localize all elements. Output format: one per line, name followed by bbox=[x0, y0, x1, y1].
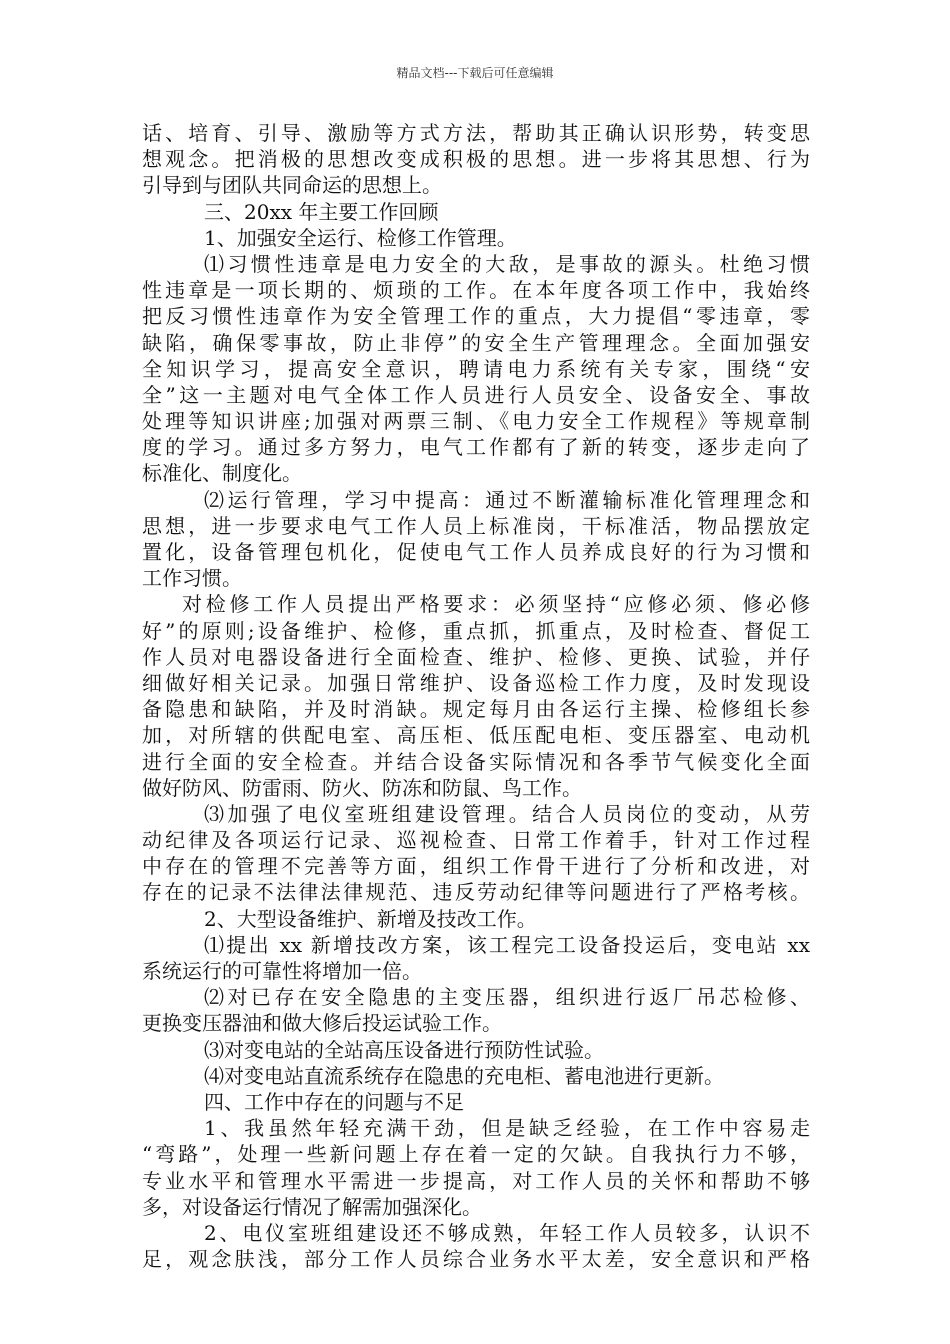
text-line: 话、培育、引导、激励等方式方法，帮助其正确认识形势，转变思 bbox=[142, 121, 810, 145]
text-line: 好”的原则;设备维护、检修，重点抓，抓重点，及时检查、督促工 bbox=[142, 618, 810, 643]
page-header: 精品文档---下载后可任意编辑 bbox=[396, 66, 554, 80]
text-line: 工作习惯。 bbox=[142, 566, 242, 591]
text-line: 更换变压器油和做大修后投运试验工作。 bbox=[142, 1011, 502, 1036]
text-line: 中存在的管理不完善等方面，组织工作骨干进行了分析和改进，对 bbox=[142, 854, 810, 879]
text-line: 对检修工作人员提出严格要求：必须坚持“应修必须、修必修 bbox=[182, 592, 810, 617]
text-line: 系统运行的可靠性将增加一倍。 bbox=[142, 959, 422, 983]
text-line: 加，对所辖的供配电室、高压柜、低压配电柜、变压器室、电动机 bbox=[142, 723, 810, 748]
text-line: 做好防风、防雷雨、防火、防冻和防鼠、鸟工作。 bbox=[142, 775, 582, 800]
text-line: ⑴习惯性违章是电力安全的大敌，是事故的源头。杜绝习惯 bbox=[204, 251, 810, 276]
text-line: ⑵对已存在安全隐患的主变压器，组织进行返厂吊芯检修、 bbox=[204, 985, 810, 1010]
text-line: ⑵运行管理，学习中提高：通过不断灌输标准化管理理念和 bbox=[204, 487, 810, 512]
text-line: 动纪律及各项运行记录、巡视检查、日常工作着手，针对工作过程 bbox=[142, 828, 810, 853]
section-heading: 四、工作中存在的问题与不足 bbox=[204, 1089, 464, 1114]
subsection-heading: 1、加强安全运行、检修工作管理。 bbox=[204, 225, 517, 250]
text-line: 2、电仪室班组建设还不够成熟，年轻工作人员较多，认识不 bbox=[204, 1220, 810, 1245]
text-line: 1、我虽然年轻充满干劲，但是缺乏经验，在工作中容易走 bbox=[204, 1116, 810, 1141]
text-line: 处理等知识讲座;加强对两票三制、《电力安全工作规程》等规章制 bbox=[142, 409, 810, 434]
text-line: 缺陷，确保零事故，防止非停”的安全生产管理理念。全面加强安 bbox=[142, 330, 810, 355]
text-line: 全”这一主题对电气全体工作人员进行人员安全、设备安全、事故 bbox=[142, 382, 810, 407]
text-line: 全知识学习，提高安全意识，聘请电力系统有关专家，围绕“安 bbox=[142, 356, 810, 381]
text-line: 进行全面的安全检查。并结合设备实际情况和各季节气候变化全面 bbox=[142, 749, 810, 774]
text-line: 足，观念肤浅，部分工作人员综合业务水平太差，安全意识和严格 bbox=[142, 1247, 810, 1272]
text-line: 度的学习。通过多方努力，电气工作都有了新的转变，逐步走向了 bbox=[142, 435, 810, 460]
subsection-heading: 2、大型设备维护、新增及技改工作。 bbox=[204, 906, 537, 931]
text-line: 性违章是一项长期的、烦琐的工作。在本年度各项工作中，我始终 bbox=[142, 278, 810, 303]
text-line: “弯路”，处理一些新问题上存在着一定的欠缺。自我执行力不够， bbox=[142, 1142, 810, 1167]
text-line: 作人员对电器设备进行全面检查、维护、检修、更换、试验，并仔 bbox=[142, 644, 810, 669]
section-heading: 三、20xx 年主要工作回顾 bbox=[204, 199, 439, 224]
text-line: ⑶对变电站的全站高压设备进行预防性试验。 bbox=[204, 1037, 604, 1062]
text-line: 专业水平和管理水平需进一步提高，对工作人员的关怀和帮助不够 bbox=[142, 1168, 810, 1193]
text-line: ⑴提出 xx 新增技改方案，该工程完工设备投运后，变电站 xx bbox=[204, 932, 810, 957]
text-line: 置化，设备管理包机化，促使电气工作人员养成良好的行为习惯和 bbox=[142, 540, 810, 564]
text-line: 标准化、制度化。 bbox=[142, 461, 302, 486]
text-line: 多，对设备运行情况了解需加强深化。 bbox=[142, 1194, 482, 1219]
text-line: 想观念。把消极的思想改变成积极的思想。进一步将其思想、行为 bbox=[142, 147, 810, 172]
text-line: 细做好相关记录。加强日常维护、设备巡检工作力度，及时发现设 bbox=[142, 670, 810, 695]
text-line: 把反习惯性违章作为安全管理工作的重点，大力提倡“零违章，零 bbox=[142, 304, 810, 329]
text-line: 备隐患和缺陷，并及时消缺。规定每月由各运行主操、检修组长参 bbox=[142, 697, 810, 722]
text-line: 引导到与团队共同命运的思想上。 bbox=[142, 173, 442, 198]
document-body bbox=[142, 120, 810, 1272]
text-line: ⑶加强了电仪室班组建设管理。结合人员岗位的变动，从劳 bbox=[204, 801, 810, 826]
text-line: 存在的记录不法律法律规范、违反劳动纪律等问题进行了严格考核。 bbox=[142, 880, 810, 905]
text-line: 思想，进一步要求电气工作人员上标准岗，干标准活，物品摆放定 bbox=[142, 513, 810, 538]
text-line: ⑷对变电站直流系统存在隐患的充电柜、蓄电池进行更新。 bbox=[204, 1063, 724, 1088]
